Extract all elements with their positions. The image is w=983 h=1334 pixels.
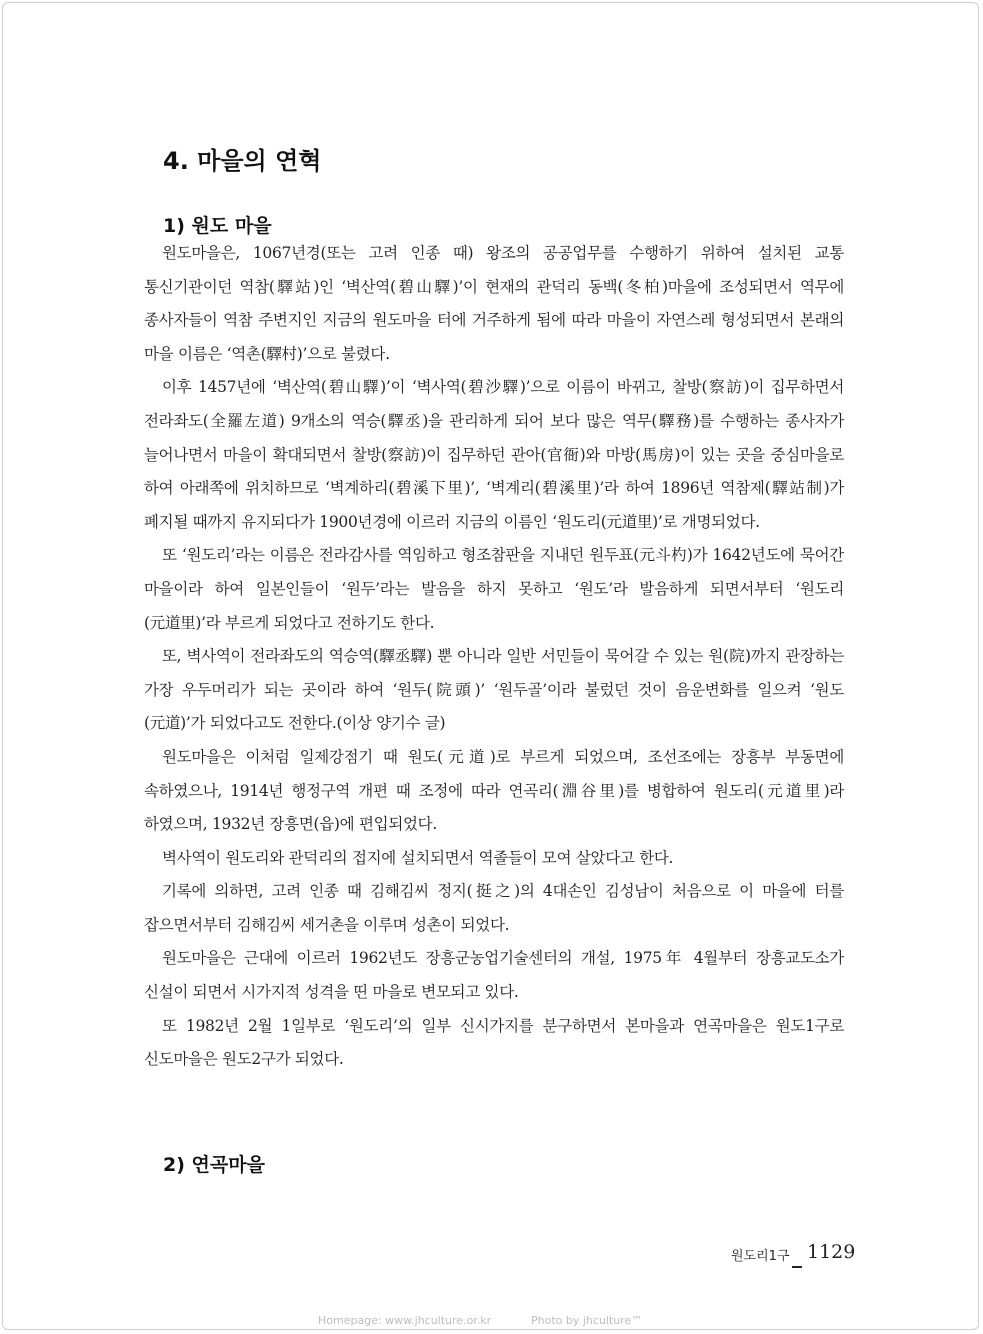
- subsection-title-yeongok: 2) 연곡마을: [163, 1154, 265, 1176]
- body-text: [144, 237, 844, 1077]
- paragraph: 또, 벽사역이 전라좌도의 역승역(驛丞驛) 뿐 아니라 일반 서민들이 묵어갈 수 있는 원(院)까지 관장하는 가장 우두머리가 되는 곳이라 하여 ‘원두(院頭)’ ‘원두골’이라 불렀던 것이 음운변화를 일으켜 ‘원도(元道)’가 되었다고도 전한다.(이상 양기수 글): [144, 647, 844, 733]
- paragraph: 원도마을은, 1067년경(또는 고려 인종 때) 왕조의 공공업무를 수행하기 위하여 설치된 교통 통신기관이던 역참(驛站)인 ‘벽산역(碧山驛)’이 현재의 관덕리 동백(冬柏)마을에 조성되면서 역무에 종사자들이 역참 주변지인 지금의 원도마을 터에 거주하게 됨에 따라 마을이 자연스레 형성되면서 본래의 마을 이름은 ‘역촌(驛村)’으로 불렸다.: [144, 244, 844, 363]
- paragraph: 또 1982년 2월 1일부로 ‘원도리’의 일부 신시가지를 분구하면서 본마을과 연곡마을은 원도1구로 신도마을은 원도2구가 되었다.: [144, 1016, 844, 1069]
- page-number: 1129: [807, 1241, 856, 1263]
- paragraph: 이후 1457년에 ‘벽산역(碧山驛)’이 ‘벽사역(碧沙驛)’으로 이름이 바뀌고, 찰방(察訪)이 집무하면서 전라좌도(全羅左道) 9개소의 역승(驛丞)을 관리하게 되어 보다 많은 역무(驛務)를 수행하는 종사자가 늘어나면서 마을이 확대되면서 찰방(察訪)이 집무하던 관아(官衙)와 마방(馬房)이 있는 곳을 중심마을로 하여 아래쪽에 위치하므로 ‘벽계하리(碧溪下里)’, ‘벽계리(碧溪里)’라 하여 1896년 역참제(驛站制)가 폐지될 때까지 유지되다가 1900년경에 이르러 지금의 이름인 ‘원도리(元道里)’로 개명되었다.: [144, 378, 844, 531]
- paragraph: 또 ‘원도리’라는 이름은 전라감사를 역임하고 형조참판을 지내던 원두표(元斗杓)가 1642년도에 묵어간 마을이라 하여 일본인들이 ‘원두’라는 발음을 하지 못하고 ‘원도’라 발음하게 되면서부터 ‘원도리(元道里)’라 부르게 되었다고 전하기도 한다.: [144, 546, 844, 632]
- paragraph: 벽사역이 원도리와 관덕리의 접지에 설치되면서 역졸들이 모여 살았다고 한다.: [162, 848, 674, 867]
- photo-credit-watermark: Photo by jhculture™: [531, 1314, 643, 1327]
- homepage-watermark: Homepage: www.jhculture.or.kr: [318, 1314, 492, 1327]
- footer-divider: [792, 1266, 802, 1268]
- paragraph: 기록에 의하면, 고려 인종 때 김해김씨 정지(挺之)의 4대손인 김성남이 처음으로 이 마을에 터를 잡으면서부터 김해김씨 세거촌을 이루며 성촌이 되었다.: [144, 882, 844, 934]
- paragraph: 원도마을은 근대에 이르러 1962년도 장흥군농업기술센터의 개설, 1975年 4월부터 장흥교도소가 신설이 되면서 시가지적 성격을 띤 마을로 변모되고 있다.: [144, 949, 844, 1002]
- paragraph: 원도마을은 이처럼 일제강점기 때 원도(元道)로 부르게 되었으며, 조선조에는 장흥부 부동면에 속하였으나, 1914년 행정구역 개편 때 조정에 따라 연곡리(淵谷里)를 병합하여 원도리(元道里)라 하였으며, 1932년 장흥면(읍)에 편입되었다.: [144, 747, 844, 834]
- subsection-title-wondo: 1) 원도 마을: [163, 215, 272, 237]
- section-title: 4. 마을의 연혁: [163, 147, 322, 175]
- running-title: 원도리1구: [731, 1249, 790, 1264]
- page: [2, 2, 979, 1330]
